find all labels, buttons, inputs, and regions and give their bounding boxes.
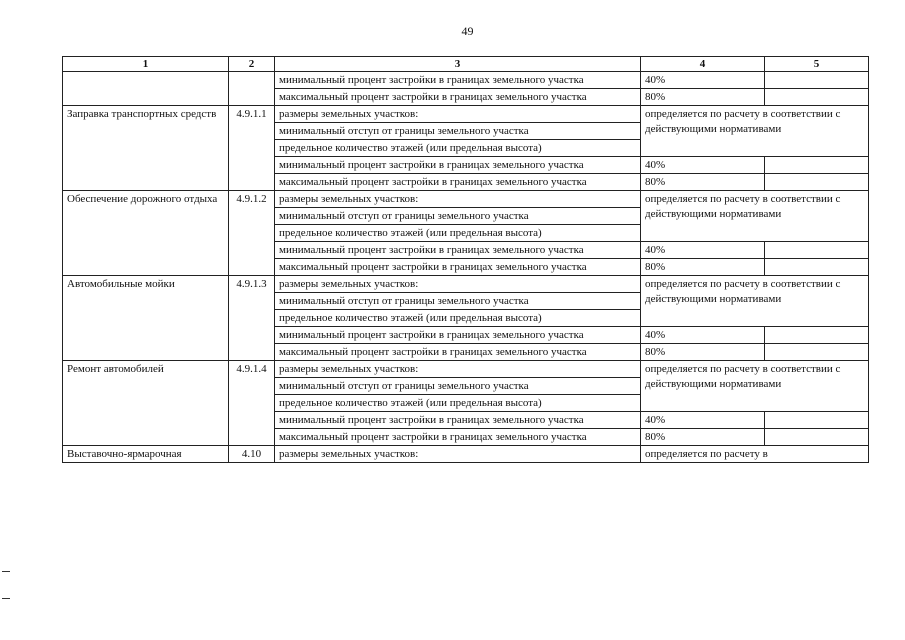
param-cell: максимальный процент застройки в границах земельного участка (275, 344, 641, 361)
param-cell: минимальный отступ от границы земельного участка (275, 293, 641, 310)
param-cell: максимальный процент застройки в границах земельного участка (275, 429, 641, 446)
margin-mark (2, 598, 10, 599)
calc-note-cell: определяется по расчету в соответствии с действующими нормативами (641, 191, 869, 242)
param-cell: минимальный процент застройки в границах земельного участка (275, 412, 641, 429)
use-code-cell: 4.9.1.2 (229, 191, 275, 276)
value-cell: 40% (641, 72, 765, 89)
margin-mark (2, 571, 10, 572)
use-name-cell: Автомобильные мойки (63, 276, 229, 361)
extra-cell (765, 412, 869, 429)
table-row (63, 361, 869, 378)
use-code-cell: 4.10 (229, 446, 275, 463)
param-cell: максимальный процент застройки в границах земельного участка (275, 259, 641, 276)
value-cell: 40% (641, 327, 765, 344)
header-col-5: 5 (765, 57, 869, 72)
calc-note-cell: определяется по расчету в (641, 446, 869, 463)
param-cell: предельное количество этажей (или предельная высота) (275, 395, 641, 412)
extra-cell (765, 429, 869, 446)
table-row (63, 191, 869, 208)
param-cell: размеры земельных участков: (275, 191, 641, 208)
param-cell: минимальный процент застройки в границах земельного участка (275, 327, 641, 344)
param-cell: максимальный процент застройки в границах земельного участка (275, 174, 641, 191)
table-row (63, 72, 869, 89)
value-cell: 40% (641, 242, 765, 259)
value-cell: 40% (641, 157, 765, 174)
param-cell: минимальный отступ от границы земельного участка (275, 208, 641, 225)
value-cell: 40% (641, 412, 765, 429)
param-cell: размеры земельных участков: (275, 106, 641, 123)
use-code-cell: 4.9.1.3 (229, 276, 275, 361)
table-row (63, 106, 869, 123)
param-cell: минимальный отступ от границы земельного участка (275, 123, 641, 140)
regulations-table (62, 56, 869, 463)
param-cell: предельное количество этажей (или предельная высота) (275, 140, 641, 157)
param-cell: максимальный процент застройки в границах земельного участка (275, 89, 641, 106)
param-cell: минимальный процент застройки в границах земельного участка (275, 72, 641, 89)
use-code-cell: 4.9.1.1 (229, 106, 275, 191)
table-row (63, 276, 869, 293)
param-cell: минимальный процент застройки в границах земельного участка (275, 242, 641, 259)
value-cell: 80% (641, 89, 765, 106)
calc-note-cell: определяется по расчету в соответствии с действующими нормативами (641, 106, 869, 157)
param-cell: размеры земельных участков: (275, 276, 641, 293)
header-col-3: 3 (275, 57, 641, 72)
table-header-row (63, 57, 869, 72)
header-col-1: 1 (63, 57, 229, 72)
header-col-4: 4 (641, 57, 765, 72)
page-number: 49 (461, 24, 474, 38)
use-name-cell: Заправка транспортных средств (63, 106, 229, 191)
table-row (63, 446, 869, 463)
use-name-cell: Обеспечение дорожного отдыха (63, 191, 229, 276)
extra-cell (765, 327, 869, 344)
use-name-cell: Выставочно-ярмарочная (63, 446, 229, 463)
value-cell: 80% (641, 259, 765, 276)
extra-cell (765, 174, 869, 191)
param-cell: размеры земельных участков: (275, 361, 641, 378)
value-cell: 80% (641, 174, 765, 191)
extra-cell (765, 242, 869, 259)
header-col-2: 2 (229, 57, 275, 72)
use-code-cell: 4.9.1.4 (229, 361, 275, 446)
calc-note-cell: определяется по расчету в соответствии с действующими нормативами (641, 276, 869, 327)
extra-cell (765, 259, 869, 276)
use-code-cell (229, 72, 275, 106)
extra-cell (765, 157, 869, 174)
param-cell: предельное количество этажей (или предельная высота) (275, 225, 641, 242)
param-cell: предельное количество этажей (или предельная высота) (275, 310, 641, 327)
extra-cell (765, 344, 869, 361)
extra-cell (765, 89, 869, 106)
param-cell: минимальный процент застройки в границах земельного участка (275, 157, 641, 174)
extra-cell (765, 72, 869, 89)
value-cell: 80% (641, 429, 765, 446)
param-cell: минимальный отступ от границы земельного участка (275, 378, 641, 395)
calc-note-cell: определяется по расчету в соответствии с действующими нормативами (641, 361, 869, 412)
use-name-cell (63, 72, 229, 106)
value-cell: 80% (641, 344, 765, 361)
param-cell: размеры земельных участков: (275, 446, 641, 463)
use-name-cell: Ремонт автомобилей (63, 361, 229, 446)
